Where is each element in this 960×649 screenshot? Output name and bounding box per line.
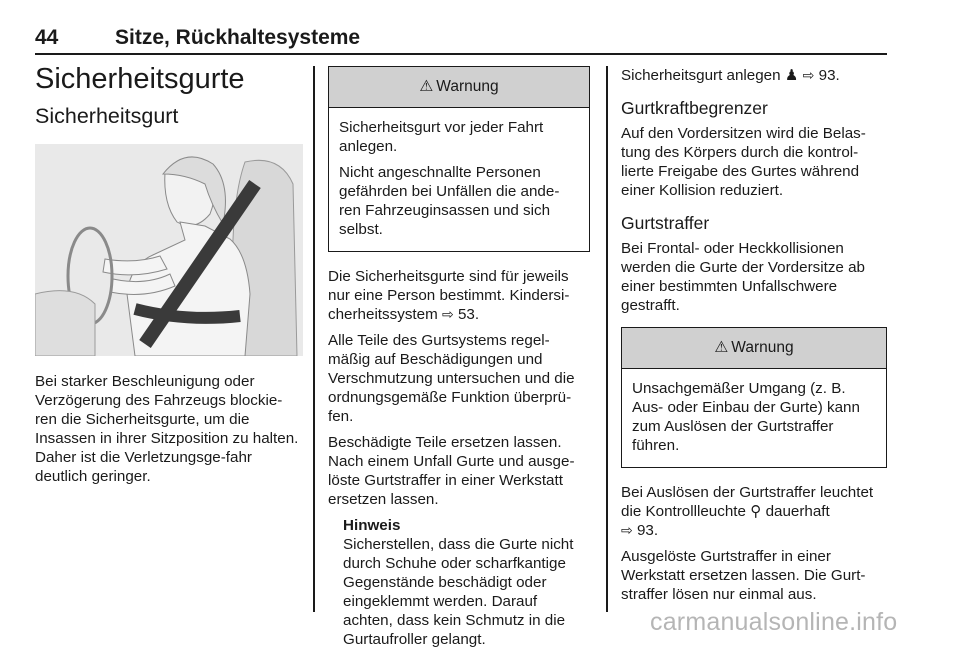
note-text: Sicherstellen, dass die Gurte nicht durch Schuhe oder scharfkantige Gegenstände beschädigt oder eingeklemmt werden. Darauf achten, dass kein Schmutz in die Gurtaufroller gelangt. — [343, 536, 574, 648]
warning-triangle-icon: ⚠ — [419, 78, 434, 95]
cross-reference[interactable]: 93. — [818, 67, 840, 84]
driver-with-seatbelt-illustration — [35, 144, 303, 356]
column-divider — [606, 66, 608, 612]
column-divider — [313, 66, 315, 612]
column-1 — [35, 62, 300, 493]
note-block — [328, 516, 590, 649]
paragraph-text: Die Sicherheitsgurte sind für jeweils nur eine Person bestimmt. Kindersi-cherheitssystem — [328, 268, 570, 323]
paragraph: Auf den Vordersitzen wird die Belas-tung des Körpers durch die kontrol-lierte Freigabe des Gurtes während einer Kollision reduziert. — [621, 125, 866, 199]
section-heading: Sicherheitsgurte — [35, 63, 245, 95]
paragraph — [328, 267, 590, 324]
paragraph: Beschädigte Teile ersetzen lassen. Nach einem Unfall Gurte und ausge-löste Gurtstraffer in einer Werkstatt ersetzen lassen. — [328, 434, 575, 508]
warning-text: Sicherheitsgurt vor jeder Fahrt anlegen. — [339, 119, 544, 155]
paragraph: Ausgelöste Gurtstraffer in einer Werkstatt ersetzen lassen. Die Gurt-straffer lösen nur einmal aus. — [621, 548, 866, 603]
subsection-heading: Gurtkraftbegrenzer — [621, 98, 768, 118]
seatbelt-tensioner-indicator-icon: ⚲ — [750, 503, 762, 520]
cross-reference[interactable]: 53. — [457, 306, 480, 323]
paragraph: Bei starker Beschleunigung oder Verzögerung des Fahrzeugs blockie-ren die Sicherheitsgurte, um die Insassen in ihrer Sitzposition zu halten. Daher ist die Verletzungsge-fahr deutlich geringer. — [35, 373, 299, 485]
warning-text: Nicht angeschnallte Personen gefährden bei Unfällen die ande-ren Fahrzeuginsassen und sich selbst. — [339, 164, 560, 238]
cross-reference-arrow-icon: ⇨ — [802, 67, 815, 83]
cross-reference-arrow-icon: ⇨ — [621, 522, 633, 538]
seatbelt-person-icon: ♟ — [784, 67, 799, 84]
warning-box — [621, 327, 887, 468]
warning-triangle-icon: ⚠ — [714, 339, 729, 356]
warning-body — [329, 108, 589, 251]
note-title: Hinweis — [343, 517, 401, 534]
warning-text: Unsachgemäßer Umgang (z. B. Aus- oder Einbau der Gurte) kann zum Auslösen der Gurtstraffer führen. — [632, 380, 860, 454]
paragraph-text: dauerhaft — [765, 503, 830, 520]
paragraph — [621, 66, 887, 85]
cross-reference[interactable]: 93. — [636, 522, 659, 539]
paragraph: Alle Teile des Gurtsystems regel-mäßig auf Beschädigungen und Verschmutzung untersuchen und die ordnungsgemäße Funktion überprü-fen. — [328, 332, 575, 425]
warning-body — [622, 369, 886, 467]
paragraph-text: Bei Auslösen der Gurtstraffer leuchtet die Kontrollleuchte — [621, 484, 874, 520]
paragraph — [621, 483, 887, 540]
column-3 — [621, 66, 887, 611]
subsection-heading: Gurtstraffer — [621, 213, 710, 233]
column-2 — [328, 66, 590, 649]
paragraph-text: Sicherheitsgurt anlegen — [621, 67, 781, 84]
chapter-title: Sitze, Rückhaltesysteme — [115, 26, 361, 49]
warning-title: Warnung — [731, 339, 794, 356]
warning-header — [622, 328, 886, 369]
cross-reference-arrow-icon: ⇨ — [441, 306, 454, 322]
warning-header — [329, 67, 589, 108]
paragraph: Bei Frontal- oder Heckkollisionen werden die Gurte der Vordersitze ab einer bestimmten Unfallschwere gestrafft. — [621, 240, 865, 314]
watermark: carmanualsonline.info — [650, 608, 898, 636]
warning-title: Warnung — [436, 78, 499, 95]
header-rule — [35, 53, 887, 55]
warning-box — [328, 66, 590, 252]
page-number: 44 — [35, 26, 59, 49]
subsection-heading: Sicherheitsgurt — [35, 104, 179, 128]
